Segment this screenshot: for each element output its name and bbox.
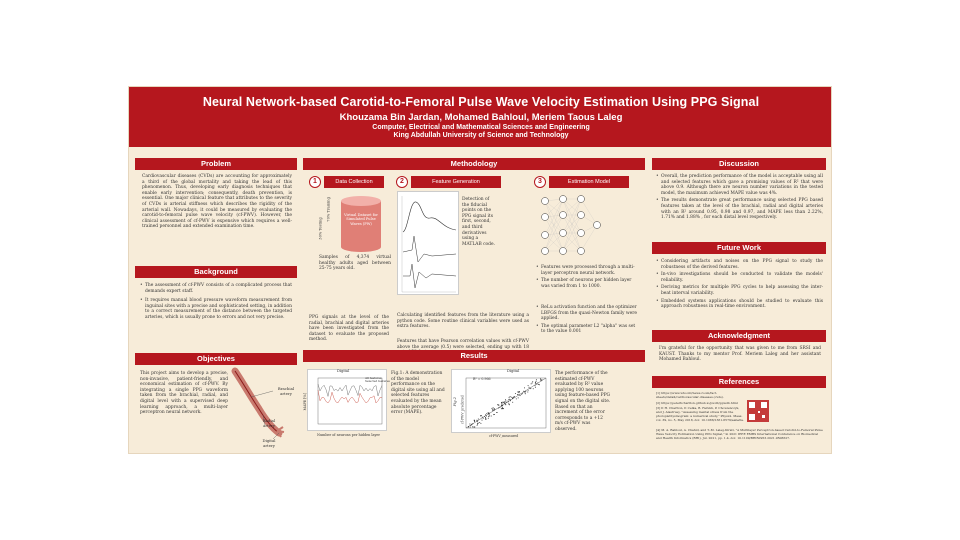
problem-heading: Problem: [135, 158, 297, 170]
fig2-point: [502, 407, 503, 408]
fig2-point: [470, 425, 471, 426]
fig2-point: [508, 401, 509, 402]
fig2-point: [520, 395, 521, 396]
fig2-ylabel: cf-PWV_predicted: [460, 395, 465, 425]
fig2-point: [492, 410, 493, 411]
fig2-point: [480, 423, 481, 424]
fig2-point: [485, 417, 486, 418]
step-label: Estimation Model: [549, 176, 629, 188]
fig2-point: [505, 399, 506, 400]
fig2-point: [502, 405, 503, 406]
fig2-point: [501, 402, 502, 403]
fig2-point: [499, 407, 500, 408]
model-list: [536, 265, 640, 291]
fig2-point: [491, 416, 492, 417]
fig2-point: [473, 427, 474, 428]
fig1-xlabel: Number of neurons per hidden layer: [317, 433, 381, 437]
fig2-point: [541, 379, 542, 380]
derivatives-plot: [398, 192, 460, 296]
fig2-point: [502, 408, 503, 409]
fig1-title: Digital: [337, 369, 350, 373]
fig2-point: [494, 414, 495, 415]
neural-network-diagram: [539, 193, 603, 259]
digital-label: Digital artery: [262, 438, 276, 448]
fig2-point: [518, 397, 519, 398]
fig2-point: [529, 388, 530, 389]
cylinder-top: [341, 196, 381, 206]
step-feature-generation: [396, 176, 536, 188]
model-item: • Features were processed through a multi-layer perceptron neural network.: [536, 265, 640, 276]
fig2-point: [480, 415, 481, 416]
reference-item: [3] P. H. Charlton, P. Celka, B. Farukh, P. Chowienczyk, and J. Alastruey, "Assessing mental stress from the photoplethysmogram: a numerical study," Physiol. Meas. vol. 39, no. 5, May 2018, doi: 10.1088/1361-6579/aabe6a.: [656, 406, 744, 422]
fig2-point: [486, 413, 487, 414]
future-work-item: • In-vivo investigations should be conducted to validate the models' reliability.: [656, 272, 823, 283]
background-item: • It requires manual blood pressure waveform measurement from inguinal sites with a precise and sophisticated setting, in addition to a correct measurement of the distance between the targeted arteries, which is usually prone to errors and not very precise.: [140, 298, 292, 320]
fig2-point: [503, 408, 504, 409]
ppg-curve: [403, 202, 456, 232]
fig2-point: [486, 416, 487, 417]
fig2-point: [513, 397, 514, 398]
fig2-point: [535, 387, 536, 388]
fig1-caption: Fig.1: A demonstration of the model performance on the digital site using all and selected features evaluated by the mean absolute percentage error (MAPE).: [391, 371, 445, 416]
derivatives-figure: [397, 191, 459, 295]
fig2-point: [521, 394, 522, 395]
future-work-item: • Embedded systems applications should be studied to evaluate this approach robustness in real-time environment.: [656, 299, 823, 310]
fig2-point: [540, 379, 541, 380]
second-derivative-curve: [403, 264, 456, 288]
fig2-point: [489, 413, 490, 414]
fig2-point: [503, 402, 504, 403]
fig2-point: [494, 408, 495, 409]
fig2-point: [525, 391, 526, 392]
network-connections: [545, 199, 597, 251]
references-heading: References: [652, 376, 826, 388]
fig2-point: [470, 427, 471, 428]
arm-illustration: [229, 367, 295, 447]
fig2-point: [482, 420, 483, 421]
fig2-r2: R² = 0.966: [473, 377, 491, 381]
references-list: [656, 392, 744, 423]
fiducial-text: Detection of the fiducial points on the PPG signal its first, second, and third derivatives using a MATLAB code.: [462, 197, 495, 247]
acknowledgment-text: I'm grateful for the opportunity that was given to me from SRSI and KAUST. Thanks to my mentor Prof. Meriem Laleg and her assistant Mohamed Bahloul.: [659, 346, 821, 363]
fig2-point: [512, 402, 513, 403]
fig2-point: [536, 383, 537, 384]
fig2-point: [528, 385, 529, 386]
fig2-point: [531, 383, 532, 384]
fig2-point: [537, 382, 538, 383]
fig2-point: [504, 402, 505, 403]
first-derivative-curve: [403, 236, 456, 262]
fig2-point: [517, 394, 518, 395]
fig1-legend-selected: Selected features: [365, 379, 390, 384]
poster: [128, 86, 832, 454]
fig2-point: [505, 401, 506, 402]
step-number: 1: [309, 176, 321, 188]
fig2-point: [493, 410, 494, 411]
reference-item-4: [4] M. A. Bahloul, A. Chahid, and T.-M. Laleg-Kirati, "A Multilayer Perceptron-based Carotid-to-Femoral Pulse Wave Velocity Estimation Using PPG Signal," in 2021 IEEE EMBS International Conference on Biomedical and Health Informatics (BHI), Jul. 2021, pp. 1-4. doi: 10.1109/BHI50953.2021.9508627.: [656, 428, 823, 440]
fig2-point: [510, 396, 511, 397]
fig2-point: [536, 384, 537, 385]
fig2-point: [541, 380, 542, 381]
poster-authors: Khouzama Bin Jardan, Mohamed Bahloul, Meriem Taous Laleg: [339, 112, 623, 123]
samples-text: Samples of 4,374 virtual healthy adults aged between 25-75 years old.: [319, 255, 391, 272]
brachial-pointer: [251, 391, 273, 397]
model-item: • The number of neurons per hidden layer was varied from 1 to 1000.: [536, 278, 640, 289]
fig2-point: [505, 404, 506, 405]
fig2-point: [497, 404, 498, 405]
fig2-point: [529, 387, 530, 388]
data-text: PPG signals at the level of the radial, brachial and digital arteries have been investigated from the dataset to evaluate the proposed method.: [309, 315, 389, 343]
fig2-point: [496, 412, 497, 413]
poster-institution: King Abdullah University of Science and Technology: [393, 132, 569, 139]
fig2-point: [471, 424, 472, 425]
fig2-point: [482, 417, 483, 418]
fig2-point: [522, 393, 523, 394]
fig1-ylabel: MAPE [%]: [303, 392, 308, 411]
fig2-point: [524, 387, 525, 388]
fig2-point: [498, 408, 499, 409]
future-work-item: • Considering artifacts and noises on the PPG signal to study the robustness of the derived features.: [656, 259, 823, 270]
fig2-point: [533, 388, 534, 389]
fig2-caption: The performance of the estimated cf-PWV evaluated by R² value applying 100 neurons using feature-based PPG signal on the digital site. Based on that an increment of the error corresponds to a +12 m/s cf-PWV was observed.: [555, 371, 611, 432]
fig2-point: [539, 384, 540, 385]
fig2-label: Fig.2: [452, 397, 457, 407]
fig2-point: [530, 388, 531, 389]
split-training: 70% Training: [326, 197, 331, 222]
step-estimation-model: [534, 176, 644, 188]
background-list: [140, 283, 292, 323]
discussion-list: [656, 174, 823, 223]
background-item: • The assessment of cf-PWV consists of a complicated process that demands expert staff.: [140, 283, 292, 294]
fig2-point: [498, 405, 499, 406]
fig1-series-all: [318, 384, 382, 396]
fig2-point: [525, 392, 526, 393]
background-heading: Background: [135, 266, 297, 278]
fig2-point: [536, 381, 537, 382]
fig1-legend: [365, 377, 390, 384]
model-item: • The optimal parameter L2 "alpha" was set to the value 0.001: [536, 324, 640, 335]
poster-title: Neural Network-based Carotid-to-Femoral Pulse Wave Velocity Estimation Using PPG Signal: [202, 95, 760, 109]
fig2-point: [477, 420, 478, 421]
step-number: 3: [534, 176, 546, 188]
radial-label: Radial artery: [262, 418, 276, 428]
methodology-heading: Methodology: [303, 158, 645, 170]
step-label: Feature Generation: [411, 176, 501, 188]
future-work-list: [656, 259, 823, 312]
problem-text: Cardiovascular diseases (CVDs) are accounting for approximately a third of the global mortality and taking the lead of this phenomenon. Thus, developing early diagnosis techniques that enable early intervention; consequently, death prevention, is essential. One major clinical feature that attributes to the severity of CVDs is arterial stiffness which describes the rigidity of the arterial wall. Nowadays, it could be measured by evaluating the carotid-to-femoral pulse wave velocity (cf-PWV). However, the clinical assessment of cf-PWV is expensive which requires a well-trained personnel and extended examination time.: [142, 174, 292, 230]
cylinder-bottom: [341, 242, 381, 252]
fig2-point: [489, 416, 490, 417]
fig2-point: [488, 418, 489, 419]
fig2-point: [501, 406, 502, 407]
fig2-point: [485, 414, 486, 415]
fig2-point: [528, 390, 529, 391]
brachial-label: Brachial artery: [277, 386, 295, 396]
fig2-point: [472, 423, 473, 424]
poster-affiliation: Computer, Electrical and Mathematical Sciences and Engineering: [372, 124, 590, 131]
fig2-identity-line: [466, 378, 546, 428]
discussion-item: • The results demonstrate great performance using selected PPG based features taken at the level of the brachial, radial and digital arteries with an R² around 0.95, 0.98 and 0.97, and MAPE less than 2.22%, 1.71% and 1.88% , for each distal level respectively.: [656, 198, 823, 220]
fig2-point: [484, 416, 485, 417]
fig2-point: [474, 427, 475, 428]
fig2-point: [479, 422, 480, 423]
fig2-point: [519, 391, 520, 392]
fig2-point: [483, 418, 484, 419]
fig1-axes-frame: [318, 378, 382, 424]
fig2-point: [474, 420, 475, 421]
fig2-point: [532, 381, 533, 382]
future-work-item: • Deriving metrics for multiple PPG cycles to help assessing the inter-beat interval variability.: [656, 285, 823, 296]
objectives-text: This project aims to develop a precise, non-invasive, patient-friendly, and economical estimation of cf-PWV. By integrating a single PPG waveform taken from the brachial, radial, and digital level with a supervised deep learning approach, a multi-layer perceptron neural network.: [140, 371, 228, 416]
step-number: 2: [396, 176, 408, 188]
fig1-series-selected: [318, 390, 382, 403]
fig2-point: [510, 400, 511, 401]
fig2-point: [501, 405, 502, 406]
fig2-point: [535, 382, 536, 383]
fig2-point: [538, 384, 539, 385]
step-data-collection: [309, 176, 389, 188]
model-item: • ReLu activation function and the optimizer LBFGS from the quasi-Newton family were applied.: [536, 305, 640, 322]
poster-header: [129, 87, 832, 147]
fig2-point: [477, 425, 478, 426]
fig2-point: [488, 416, 489, 417]
fig2-point: [468, 427, 469, 428]
reference-item: [2] https://peterhcharlton.github.io/pwdb/ppwdb.html: [656, 400, 738, 405]
fig1-legend-all: All features: [365, 376, 382, 380]
fig2-point: [492, 409, 493, 410]
results-heading: Results: [303, 350, 645, 362]
qr-code: [747, 400, 769, 422]
step-label: Data Collection: [324, 176, 384, 188]
fig2-point: [518, 392, 519, 393]
fig2-point: [501, 403, 502, 404]
model-list-2: [536, 305, 640, 337]
fig2-point: [489, 414, 490, 415]
fig2-point: [508, 401, 509, 402]
fig2-point: [532, 383, 533, 384]
fig2-point: [527, 392, 528, 393]
discussion-heading: Discussion: [652, 158, 826, 170]
fig2-point: [511, 397, 512, 398]
objectives-heading: Objectives: [135, 353, 297, 365]
fig2-point: [516, 398, 517, 399]
acknowledgment-heading: Acknowledgment: [652, 330, 826, 342]
fig2-point: [523, 391, 524, 392]
fig2-point: [514, 396, 515, 397]
fig2-point: [509, 404, 510, 405]
fig2-point: [478, 423, 479, 424]
fig2-point: [504, 403, 505, 404]
fig2-xlabel: cf-PWV_measured: [489, 434, 519, 438]
split-testing: 30% Testing: [318, 217, 323, 240]
fig2-point: [472, 426, 473, 427]
fig2-point: [512, 398, 513, 399]
fig2-point: [509, 397, 510, 398]
reference-item: [1] https://www.who.int/news-room/fact-sheets/detail/cardiovascular-diseases-(cvds).: [656, 391, 724, 399]
fig2-point: [524, 391, 525, 392]
discussion-item: • Overall, the prediction performance of the model is acceptable using all and selected features which gave a promising values of R² that were above 0.9. Although there are neuron number variations in the tested model, the maximum achieved MAPE value was 4%.: [656, 174, 823, 196]
fig2-point: [493, 407, 494, 408]
features-text: Calculating identified features from the literature using a python code. Some routine clinical variables were used as extra features.: [397, 313, 529, 330]
fig2-point: [485, 419, 486, 420]
fig2-point: [508, 399, 509, 400]
fig2-point: [525, 393, 526, 394]
cylinder-text: Virtual Dataset for Simulated Pulse Waves (PW): [344, 213, 378, 226]
fig2-point: [536, 379, 537, 380]
fig2-point: [506, 402, 507, 403]
fig2-point: [478, 419, 479, 420]
fig2-point: [519, 392, 520, 393]
fig2-title: Digital: [507, 369, 520, 373]
future-work-heading: Future Work: [652, 242, 826, 254]
fig2-point: [515, 393, 516, 394]
pearson-text: Features that have Pearson correlation values with cf-PWV above the average (0.5) were selected, ending up with 18: [397, 339, 529, 350]
fig2-plot: [452, 370, 552, 434]
fig2-point: [469, 424, 470, 425]
fig2-point: [535, 385, 536, 386]
